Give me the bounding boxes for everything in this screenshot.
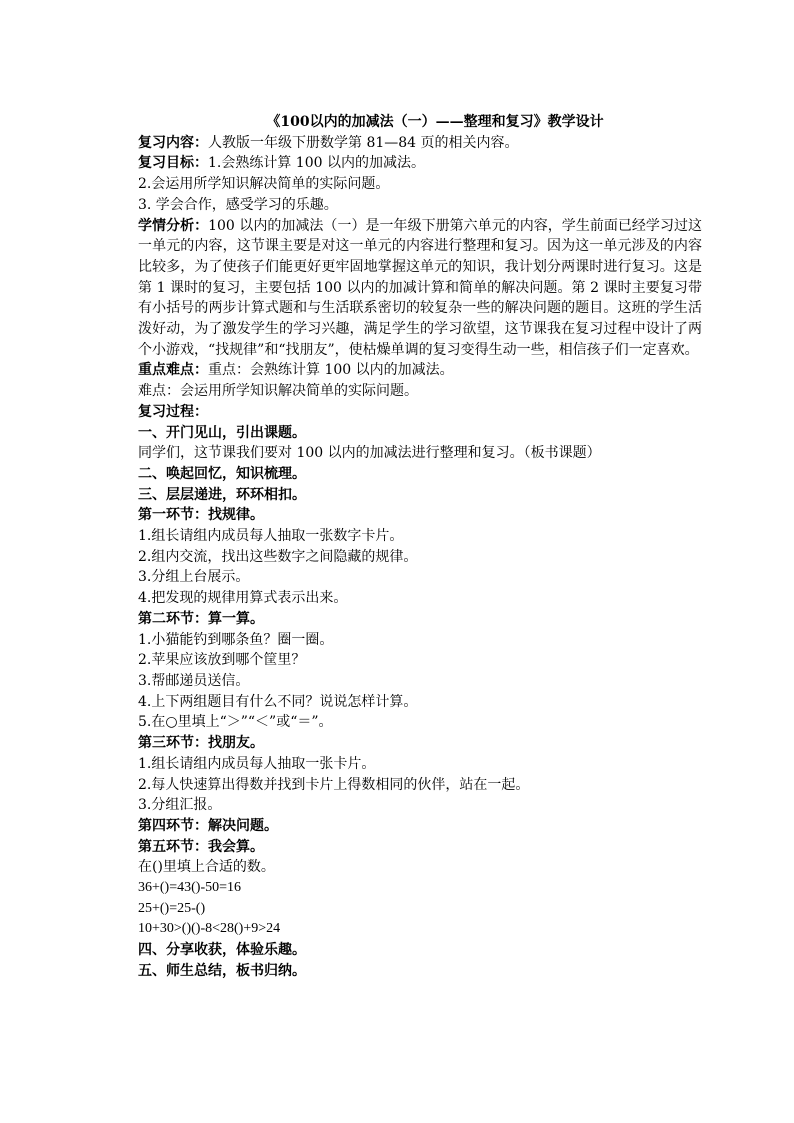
step-1-title: 第一环节：找规律。 <box>138 507 264 524</box>
step-3-title: 第三环节：找朋友。 <box>138 735 264 752</box>
section-4-title: 四、分享收获，体验乐趣。 <box>138 942 306 959</box>
review-goal-text: 1.会熟练计算 100 以内的加减法。 <box>208 155 425 172</box>
step-1-item: 1.组长请组内成员每人抽取一张数字卡片。 <box>138 528 404 545</box>
section-5-title: 五、师生总结，板书归纳。 <box>138 962 306 979</box>
key-points-label: 重点难点： <box>138 362 208 379</box>
step-3-item: 1.组长请组内成员每人抽取一张卡片。 <box>138 755 376 772</box>
step-1-item: 4.把发现的规律用算式表示出来。 <box>138 590 348 607</box>
step-2-item: 1.小猫能钓到哪条鱼？圈一圈。 <box>138 631 334 648</box>
step-5-title: 第五环节：我会算。 <box>138 838 264 855</box>
exercise-line: 10+30>()()-8<28()+9>24 <box>138 921 281 937</box>
review-goal-2: 2.会运用所学知识解决简单的实际问题。 <box>138 176 390 193</box>
step-3-item: 2.每人快速算出得数并找到卡片上得数相同的伙伴，站在一起。 <box>138 776 530 793</box>
step-2-item: 2.苹果应该放到哪个筐里？ <box>138 652 306 669</box>
review-content-text: 人教版一年级下册数学第 81—84 页的相关内容。 <box>208 134 519 151</box>
important-point: 重点：会熟练计算 100 以内的加减法。 <box>208 362 454 379</box>
step-2-item: 3.帮邮递员送信。 <box>138 672 250 689</box>
document-page <box>138 112 702 982</box>
review-content <box>138 133 702 154</box>
section-1-title: 一、开门见山，引出课题。 <box>138 424 306 441</box>
step-2-title: 第二环节：算一算。 <box>138 610 264 627</box>
document-title: 《100以内的加减法（一）——整理和复习》教学设计 <box>266 114 604 130</box>
review-goals-label: 复习目标： <box>138 155 208 172</box>
exercise-line: 36+()=43()-50=16 <box>138 880 241 896</box>
review-content-label: 复习内容： <box>138 134 208 151</box>
step-4-title: 第四环节：解决问题。 <box>138 817 278 834</box>
analysis-text: 100 以内的加减法（一）是一年级下册第六单元的内容，学生前面已经学习过这一单元的内容，这节课主要是对这一单元的内容进行整理和复习。因为这一单元涉及的内容比较多，为了使孩子们能更好更牢固地掌握这单元的知识，我计划分两课时进行复习。这是第 1 课时的复习，主要包括 100 以内的加减计算和简单的解决问题。第 2 课时主要复习带有小括号的两步计算式题和与生活联系密切的较复杂一些的解决问题的题目。这班的学生活泼好动，为了激发学生的学习兴趣，满足学生的学习欲望，这节课我在复习过程中设计了两个小游戏，“找规律”和“找朋友”，使枯燥单调的复习变得生动一些，相信孩子们一定喜欢。 <box>138 217 702 358</box>
section-2-title: 二、唤起回忆，知识梳理。 <box>138 465 306 482</box>
step-2-item: 4.上下两组题目有什么不同？说说怎样计算。 <box>138 693 418 710</box>
step-2-item: 5.在○里填上“＞”“＜”或“＝”。 <box>138 714 333 731</box>
step-1-item: 3.分组上台展示。 <box>138 569 250 586</box>
analysis-label: 学情分析： <box>138 217 209 234</box>
analysis-paragraph <box>138 216 702 361</box>
step-1-item: 2.组内交流，找出这些数字之间隐藏的规律。 <box>138 548 418 565</box>
section-1-text: 同学们，这节课我们要对 100 以内的加减法进行整理和复习。（板书课题） <box>138 445 601 462</box>
step-5-intro: 在()里填上合适的数。 <box>138 859 275 876</box>
review-goal-3: 3. 学会合作，感受学习的乐趣。 <box>138 196 338 213</box>
section-3-title: 三、层层递进，环环相扣。 <box>138 486 306 503</box>
step-3-item: 3.分组汇报。 <box>138 797 222 814</box>
review-goal-1 <box>138 153 702 174</box>
key-points <box>138 360 702 381</box>
exercise-line: 25+()=25-() <box>138 900 206 916</box>
difficult-point: 难点：会运用所学知识解决简单的实际问题。 <box>138 383 418 400</box>
process-label: 复习过程： <box>138 403 208 420</box>
